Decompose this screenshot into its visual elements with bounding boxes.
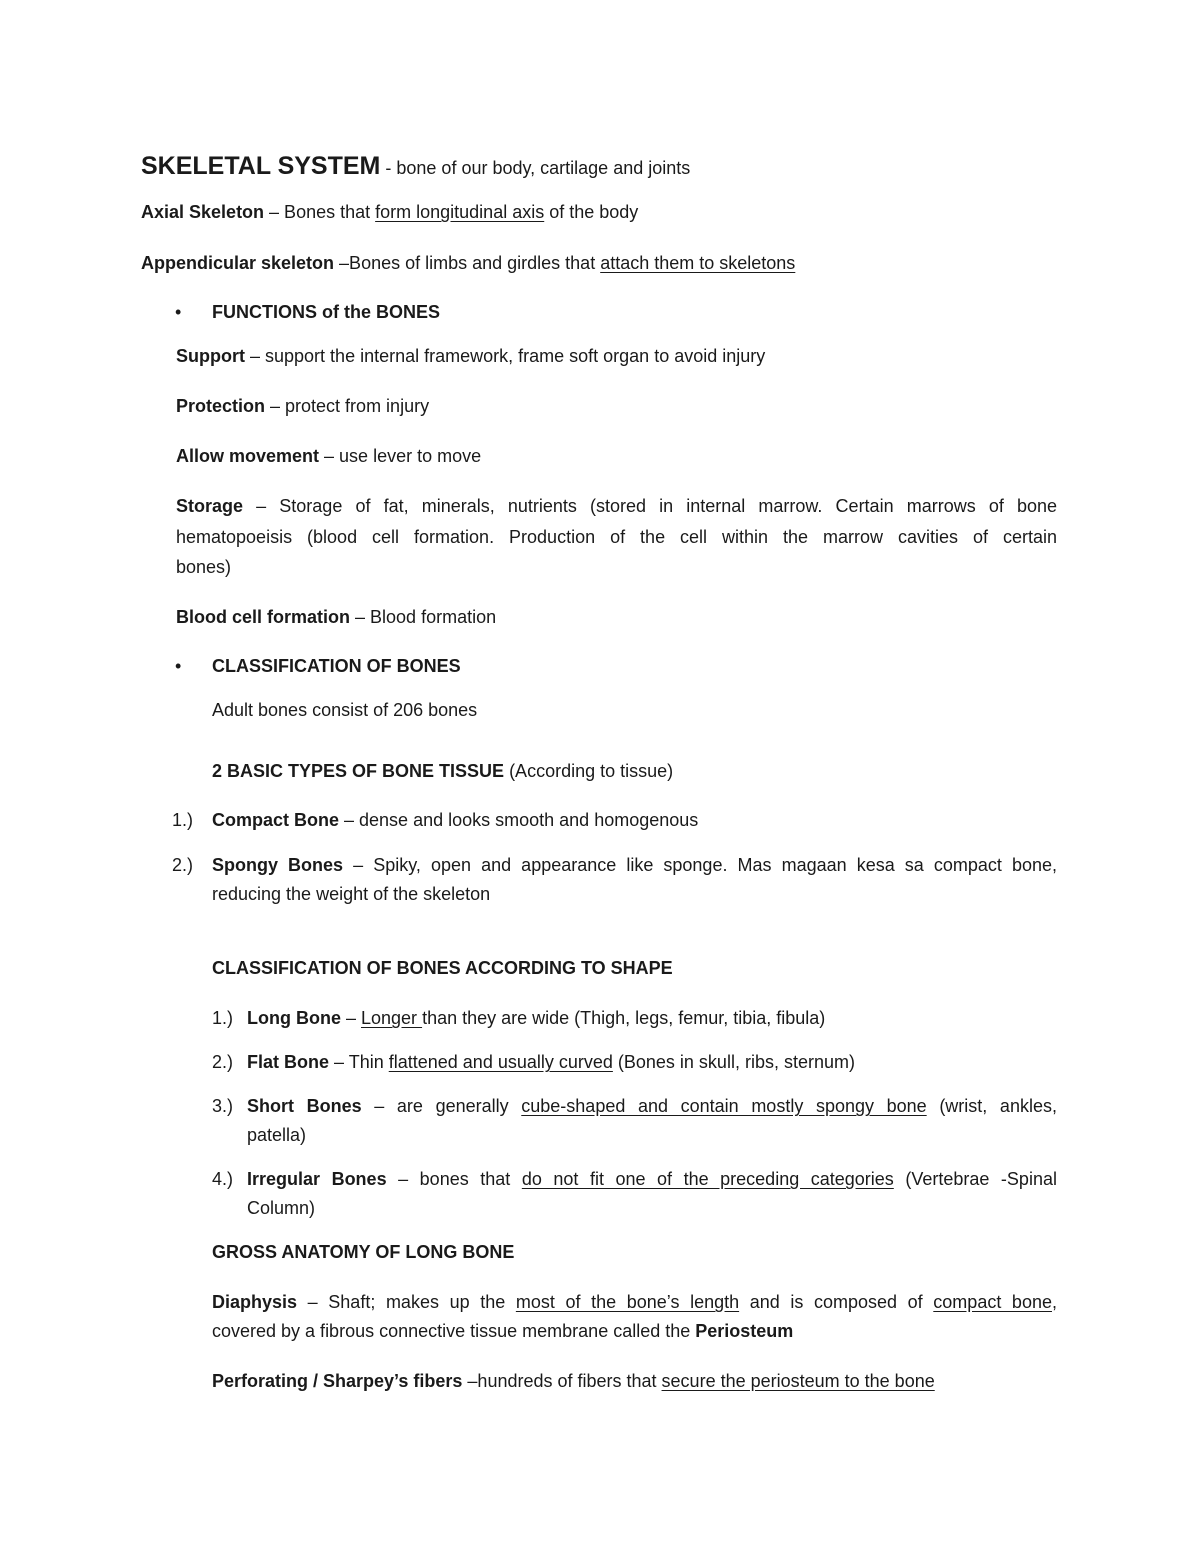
short-bones-pre: – are generally <box>374 1096 509 1116</box>
appendicular-term: Appendicular skeleton <box>141 253 335 273</box>
spongy-bone-item-line2: reducing the weight of the skeleton <box>212 884 491 904</box>
axial-underlined: form longitudinal axis <box>375 202 545 222</box>
storage-text-1: – Storage of fat, minerals, nutrients (stored in internal marrow. Certain marrows of bone <box>256 496 1057 516</box>
title-description: - bone of our body, cartilage and joints <box>380 158 691 178</box>
movement-term: Allow movement <box>176 446 320 466</box>
appendicular-text: –Bones of limbs and girdles that <box>334 253 601 273</box>
blood-text: – Blood formation <box>350 607 497 627</box>
support-text: – support the internal framework, frame soft organ to avoid injury <box>245 346 766 366</box>
movement-text: – use lever to move <box>319 446 482 466</box>
flat-bone-underlined: flattened and usually curved <box>388 1052 613 1072</box>
long-bone-underlined: Longer <box>361 1008 423 1028</box>
long-bone-pre: – <box>340 1008 361 1028</box>
short-bones-item <box>247 1097 1057 1115</box>
protection-term: Protection <box>176 396 266 416</box>
diaphysis-underlined-2: compact bone <box>933 1292 1052 1312</box>
axial-term: Axial Skeleton <box>141 202 265 222</box>
list-number: 3.) <box>212 1096 234 1116</box>
perforating-underlined: secure the periosteum to the bone <box>661 1371 935 1391</box>
flat-bone-item <box>247 1053 855 1071</box>
storage-item-line1 <box>176 497 1057 515</box>
tissue-heading-text: 2 BASIC TYPES OF BONE TISSUE <box>212 761 505 781</box>
blood-cell-item <box>176 608 496 626</box>
tissue-note: (According to tissue) <box>504 761 674 781</box>
short-bones-item-line2: patella) <box>247 1125 307 1145</box>
appendicular-underlined: attach them to skeletons <box>600 253 796 273</box>
short-bones-underlined: cube-shaped and contain mostly spongy bone <box>521 1096 927 1116</box>
diaphysis-item <box>212 1293 1057 1311</box>
spongy-bone-item <box>212 856 1057 874</box>
storage-term: Storage <box>176 496 244 516</box>
list-number: 2.) <box>172 855 194 875</box>
axial-skeleton-definition <box>141 203 638 221</box>
bullet-icon: • <box>175 656 182 676</box>
irregular-bones-post: (Vertebrae -Spinal <box>905 1169 1057 1189</box>
spongy-text: – Spiky, open and appearance like sponge. Mas magaan kesa sa compact bone, <box>353 855 1057 875</box>
flat-bone-pre: – Thin <box>329 1052 389 1072</box>
perforating-fibers-item <box>212 1372 935 1390</box>
irregular-bones-item-line2: Column) <box>247 1198 316 1218</box>
diaphysis-underlined-1: most of the bone’s length <box>515 1292 740 1312</box>
compact-text: – dense and looks smooth and homogenous <box>339 810 699 830</box>
support-item <box>176 347 765 365</box>
title-main: SKELETAL SYSTEM <box>141 152 381 180</box>
long-bone-term: Long Bone <box>247 1008 341 1028</box>
perforating-term: Perforating / Sharpey’s fibers <box>212 1371 463 1391</box>
diaphysis-line2-text: covered by a fibrous connective tissue membrane called the <box>212 1321 696 1341</box>
perforating-pre: –hundreds of fibers that <box>462 1371 662 1391</box>
protection-item <box>176 397 429 415</box>
list-number: 1.) <box>212 1008 234 1028</box>
classification-heading: CLASSIFICATION OF BONES <box>212 656 461 676</box>
spongy-term: Spongy Bones <box>212 855 344 875</box>
diaphysis-item-line2 <box>212 1322 793 1340</box>
adult-bones-text: Adult bones consist of 206 bones <box>212 700 478 720</box>
short-bones-post: (wrist, ankles, <box>939 1096 1057 1116</box>
appendicular-skeleton-definition <box>141 254 795 272</box>
tissue-heading <box>212 762 673 780</box>
functions-heading: FUNCTIONS of the BONES <box>212 302 440 322</box>
movement-item <box>176 447 481 465</box>
list-number: 2.) <box>212 1052 234 1072</box>
irregular-bones-term: Irregular Bones <box>247 1169 387 1189</box>
short-bones-term: Short Bones <box>247 1096 362 1116</box>
diaphysis-end: , <box>1051 1292 1057 1312</box>
list-number: 1.) <box>172 810 194 830</box>
protection-text: – protect from injury <box>265 396 430 416</box>
irregular-bones-pre: – bones that <box>398 1169 511 1189</box>
storage-item-line3: bones) <box>176 557 232 577</box>
diaphysis-term: Diaphysis <box>212 1292 298 1312</box>
shape-heading: CLASSIFICATION OF BONES ACCORDING TO SHAPE <box>212 958 673 978</box>
axial-rest: of the body <box>544 202 639 222</box>
compact-bone-item <box>212 811 698 829</box>
storage-item-line2: hematopoeisis (blood cell formation. Production of the cell within the marrow cavities of certain <box>176 527 1057 547</box>
diaphysis-mid: and is composed of <box>749 1292 923 1312</box>
periosteum-term: Periosteum <box>695 1321 794 1341</box>
compact-term: Compact Bone <box>212 810 340 830</box>
irregular-bones-item <box>247 1170 1057 1188</box>
irregular-bones-underlined: do not fit one of the preceding categories <box>521 1169 894 1189</box>
support-term: Support <box>176 346 245 366</box>
list-number: 4.) <box>212 1169 234 1189</box>
axial-text: – Bones that <box>264 202 376 222</box>
long-bone-post: than they are wide (Thigh, legs, femur, tibia, fibula) <box>422 1008 826 1028</box>
flat-bone-term: Flat Bone <box>247 1052 330 1072</box>
bullet-icon: • <box>175 302 182 322</box>
blood-term: Blood cell formation <box>176 607 351 627</box>
diaphysis-pre: – Shaft; makes up the <box>307 1292 506 1312</box>
long-bone-item <box>247 1009 825 1027</box>
gross-anatomy-heading: GROSS ANATOMY OF LONG BONE <box>212 1242 515 1262</box>
page-title <box>141 154 690 179</box>
flat-bone-post: (Bones in skull, ribs, sternum) <box>612 1052 855 1072</box>
